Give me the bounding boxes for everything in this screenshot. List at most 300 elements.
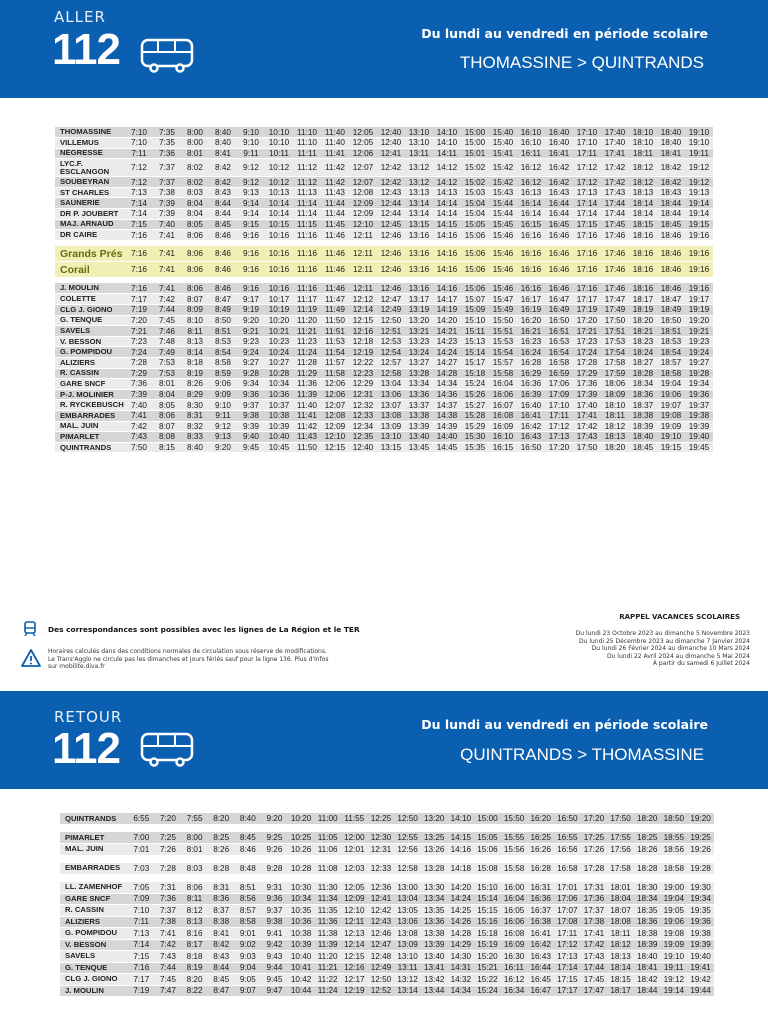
departure-time: 12:25: [368, 813, 395, 825]
departure-time: 14:16: [448, 844, 475, 856]
departure-time: 15:44: [489, 209, 517, 220]
departure-time: 14:32: [448, 974, 475, 986]
table-row: [60, 962, 714, 974]
departure-time: 7:12: [125, 159, 153, 177]
departure-time: 12:08: [321, 410, 349, 421]
departure-time: 18:44: [634, 985, 661, 997]
departure-time: 13:04: [377, 379, 405, 390]
departure-time: 9:37: [261, 905, 288, 917]
departure-time: 10:35: [288, 905, 315, 917]
departure-time: 13:30: [421, 882, 448, 894]
departure-time: 8:49: [209, 305, 237, 316]
departure-time: 9:10: [209, 400, 237, 411]
departure-time: 9:14: [237, 198, 265, 209]
departure-time: 8:40: [209, 127, 237, 138]
departure-time: 19:40: [685, 432, 713, 443]
departure-time: 9:09: [209, 389, 237, 400]
departure-time: 10:21: [265, 326, 293, 337]
departure-time: 15:55: [501, 832, 528, 844]
departure-time: 19:07: [657, 400, 685, 411]
departure-time: 19:39: [685, 421, 713, 432]
departure-time: 18:09: [601, 389, 629, 400]
departure-time: 18:15: [629, 219, 657, 230]
departure-time: 11:24: [314, 985, 341, 997]
stop-name: Corail: [55, 262, 125, 278]
departure-time: 8:08: [153, 432, 181, 443]
table-row: [60, 844, 714, 856]
departure-time: 17:53: [601, 336, 629, 347]
departure-time: 13:16: [405, 262, 433, 278]
departure-time: 13:14: [394, 985, 421, 997]
departure-time: 12:09: [349, 198, 377, 209]
stop-name: MAJ. ARNAUD: [55, 219, 125, 230]
stop-name: ALIZIERS: [55, 358, 125, 369]
departure-time: 12:12: [349, 294, 377, 305]
departure-time: 8:42: [208, 939, 235, 951]
direction-label: ALLER: [54, 8, 106, 26]
departure-time: 9:16: [237, 230, 265, 241]
departure-time: 7:23: [125, 336, 153, 347]
departure-time: 15:14: [461, 347, 489, 358]
departure-time: 14:27: [433, 358, 461, 369]
stop-name: J. MOULIN: [60, 985, 128, 997]
departure-time: 10:16: [265, 262, 293, 278]
departure-time: 10:38: [288, 928, 315, 940]
departure-time: 19:19: [685, 305, 713, 316]
departure-time: 15:02: [461, 177, 489, 188]
departure-time: 7:45: [155, 974, 182, 986]
departure-time: 15:09: [461, 305, 489, 316]
departure-time: 18:21: [629, 326, 657, 337]
departure-time: 19:36: [687, 916, 714, 928]
departure-time: 12:44: [377, 209, 405, 220]
departure-time: 14:19: [433, 305, 461, 316]
departure-time: 17:28: [573, 358, 601, 369]
departure-time: 14:30: [448, 951, 475, 963]
aller-timetable: [55, 127, 713, 453]
departure-time: 17:50: [601, 315, 629, 326]
departure-time: 8:13: [181, 336, 209, 347]
departure-time: 8:01: [153, 379, 181, 390]
departure-time: 8:46: [209, 283, 237, 294]
stop-name: SAVELS: [60, 951, 128, 963]
departure-time: 11:11: [293, 148, 321, 159]
departure-time: 17:10: [573, 127, 601, 138]
departure-time: 11:53: [321, 336, 349, 347]
departure-time: 11:41: [321, 148, 349, 159]
departure-time: 9:45: [261, 974, 288, 986]
departure-time: 11:42: [321, 159, 349, 177]
stop-name: GARE SNCF: [60, 893, 128, 905]
departure-time: 15:06: [474, 844, 501, 856]
departure-time: 18:34: [634, 893, 661, 905]
departure-time: 14:13: [433, 187, 461, 198]
departure-time: 8:04: [181, 198, 209, 209]
departure-time: 15:06: [461, 283, 489, 294]
departure-time: 19:35: [687, 905, 714, 917]
departure-time: 10:39: [265, 421, 293, 432]
departure-time: 18:50: [657, 315, 685, 326]
departure-time: 11:24: [293, 347, 321, 358]
departure-time: 11:12: [293, 177, 321, 188]
departure-time: 12:42: [377, 177, 405, 188]
departure-time: 8:54: [209, 347, 237, 358]
departure-time: 11:22: [314, 974, 341, 986]
departure-time: 15:04: [461, 209, 489, 220]
departure-time: 19:30: [687, 882, 714, 894]
departure-time: 19:10: [685, 138, 713, 149]
departure-time: 16:55: [554, 832, 581, 844]
departure-time: 7:15: [128, 951, 155, 963]
departure-time: 12:07: [349, 159, 377, 177]
departure-time: 16:46: [545, 230, 573, 241]
departure-time: 8:16: [181, 928, 208, 940]
departure-time: 12:42: [368, 905, 395, 917]
departure-time: 13:19: [405, 305, 433, 316]
departure-time: 19:28: [687, 863, 714, 875]
stop-name: QUINTRANDS: [60, 813, 128, 825]
departure-time: 13:09: [394, 939, 421, 951]
departure-time: 17:41: [581, 928, 608, 940]
departure-time: 18:23: [629, 336, 657, 347]
departure-time: 13:39: [421, 939, 448, 951]
departure-time: 18:10: [601, 400, 629, 411]
departure-time: 17:47: [581, 985, 608, 997]
departure-time: 17:29: [573, 368, 601, 379]
departure-time: 13:06: [394, 916, 421, 928]
departure-time: 18:17: [629, 294, 657, 305]
departure-time: 17:40: [601, 127, 629, 138]
departure-time: 12:46: [377, 262, 405, 278]
departure-time: 12:31: [368, 844, 395, 856]
departure-time: 16:10: [517, 127, 545, 138]
departure-time: 7:19: [128, 985, 155, 997]
departure-time: 13:09: [377, 421, 405, 432]
departure-time: 11:40: [321, 127, 349, 138]
departure-time: 8:30: [181, 400, 209, 411]
departure-time: 15:00: [461, 138, 489, 149]
departure-time: 11:50: [321, 315, 349, 326]
departure-time: 12:09: [341, 893, 368, 905]
departure-time: 17:41: [601, 148, 629, 159]
departure-time: 17:54: [601, 347, 629, 358]
departure-time: 12:11: [349, 246, 377, 262]
departure-time: 15:27: [461, 400, 489, 411]
departure-time: 18:39: [634, 939, 661, 951]
departure-time: 14:39: [433, 421, 461, 432]
departure-time: 8:45: [208, 974, 235, 986]
departure-time: 11:14: [293, 198, 321, 209]
departure-time: 8:41: [209, 148, 237, 159]
departure-time: 14:14: [433, 198, 461, 209]
departure-time: 11:43: [321, 187, 349, 198]
departure-time: 12:32: [349, 400, 377, 411]
departure-time: 18:38: [629, 410, 657, 421]
departure-time: 11:40: [293, 400, 321, 411]
departure-time: 14:16: [433, 262, 461, 278]
departure-time: 8:51: [235, 882, 262, 894]
departure-time: 19:38: [687, 928, 714, 940]
departure-time: 14:16: [433, 283, 461, 294]
departure-time: 13:00: [394, 882, 421, 894]
departure-time: 7:39: [153, 209, 181, 220]
departure-time: 19:34: [687, 893, 714, 905]
departure-time: 10:40: [288, 951, 315, 963]
table-row: [55, 442, 713, 453]
departure-time: 11:50: [293, 442, 321, 453]
departure-time: 17:16: [573, 230, 601, 241]
departure-time: 11:13: [293, 187, 321, 198]
stop-name: R. CASSIN: [55, 368, 125, 379]
departure-time: 8:44: [209, 198, 237, 209]
departure-time: 17:44: [581, 962, 608, 974]
departure-time: 8:06: [181, 230, 209, 241]
table-row: [60, 832, 714, 844]
departure-time: 19:12: [685, 177, 713, 188]
departure-time: 13:34: [405, 379, 433, 390]
departure-time: 18:41: [634, 962, 661, 974]
departure-time: 7:50: [125, 442, 153, 453]
departure-time: 15:07: [461, 294, 489, 305]
departure-time: 17:49: [601, 305, 629, 316]
departure-time: 15:42: [489, 177, 517, 188]
departure-time: 18:30: [634, 882, 661, 894]
warning-line: Le Trans'Agglo ne circule pas les dimanches et jours fériés sauf pour la ligne 136. Plus d'infos: [48, 655, 329, 663]
departure-time: 16:40: [517, 400, 545, 411]
departure-time: 13:20: [405, 315, 433, 326]
stop-name: G. POMPIDOU: [60, 928, 128, 940]
departure-time: 19:28: [685, 368, 713, 379]
departure-time: 8:45: [235, 832, 262, 844]
departure-time: 13:14: [405, 198, 433, 209]
departure-time: 11:15: [293, 219, 321, 230]
departure-time: 14:15: [448, 832, 475, 844]
departure-time: 16:45: [545, 219, 573, 230]
departure-time: 7:16: [125, 283, 153, 294]
departure-time: 16:43: [517, 432, 545, 443]
departure-time: 10:10: [265, 127, 293, 138]
departure-time: 8:26: [181, 379, 209, 390]
departure-time: 16:56: [554, 844, 581, 856]
table-row: [55, 246, 713, 262]
departure-time: 17:31: [581, 882, 608, 894]
connection-icon: [22, 620, 40, 642]
departure-time: 12:41: [377, 148, 405, 159]
departure-time: 10:25: [288, 832, 315, 844]
departure-time: 17:46: [601, 262, 629, 278]
departure-time: 14:20: [433, 315, 461, 326]
retour-timetable: [60, 813, 714, 997]
departure-time: 7:14: [125, 198, 153, 209]
departure-time: 12:46: [368, 928, 395, 940]
departure-time: 18:39: [629, 421, 657, 432]
departure-time: 17:46: [601, 283, 629, 294]
departure-time: 8:59: [209, 368, 237, 379]
departure-time: 8:58: [209, 358, 237, 369]
departure-time: 18:46: [657, 262, 685, 278]
departure-time: 16:11: [517, 148, 545, 159]
departure-time: 11:36: [293, 379, 321, 390]
departure-time: 7:53: [153, 368, 181, 379]
departure-time: 15:05: [474, 832, 501, 844]
departure-time: 7:40: [153, 219, 181, 230]
departure-time: 12:43: [368, 916, 395, 928]
departure-time: 18:20: [629, 315, 657, 326]
departure-time: 15:17: [461, 358, 489, 369]
departure-time: 12:13: [341, 928, 368, 940]
departure-time: 7:35: [153, 138, 181, 149]
departure-time: 16:42: [545, 177, 573, 188]
departure-time: 15:24: [474, 985, 501, 997]
departure-time: 14:17: [433, 294, 461, 305]
departure-time: 16:11: [501, 962, 528, 974]
departure-time: 9:13: [209, 432, 237, 443]
holiday-item: À partir du samedi 6 Juillet 2024: [652, 660, 750, 668]
period-label: Du lundi au vendredi en période scolaire: [421, 26, 708, 41]
departure-time: 12:58: [394, 863, 421, 875]
departure-time: 12:14: [341, 939, 368, 951]
departure-time: 19:34: [685, 379, 713, 390]
table-row: [55, 219, 713, 230]
departure-time: 9:36: [261, 893, 288, 905]
departure-time: 13:45: [405, 442, 433, 453]
departure-time: 10:11: [265, 148, 293, 159]
departure-time: 13:17: [405, 294, 433, 305]
departure-time: 18:37: [629, 400, 657, 411]
departure-time: 8:15: [153, 442, 181, 453]
departure-time: 13:13: [405, 187, 433, 198]
departure-time: 17:28: [581, 863, 608, 875]
departure-time: 12:43: [377, 187, 405, 198]
table-row: [55, 262, 713, 278]
departure-time: 17:25: [581, 832, 608, 844]
departure-time: 7:43: [155, 951, 182, 963]
departure-time: 19:04: [657, 379, 685, 390]
departure-time: 12:35: [349, 432, 377, 443]
warning-note: [48, 648, 328, 671]
departure-time: 16:47: [545, 294, 573, 305]
departure-time: 12:50: [377, 315, 405, 326]
departure-time: 17:36: [581, 893, 608, 905]
departure-time: 12:11: [341, 916, 368, 928]
departure-time: 16:40: [545, 127, 573, 138]
departure-time: 16:04: [501, 893, 528, 905]
departure-time: 11:16: [293, 262, 321, 278]
departure-time: 12:57: [377, 358, 405, 369]
departure-time: 12:15: [349, 315, 377, 326]
departure-time: 16:25: [527, 832, 554, 844]
departure-time: 8:26: [208, 844, 235, 856]
departure-time: 8:47: [209, 294, 237, 305]
departure-time: 9:10: [237, 127, 265, 138]
departure-time: 16:13: [517, 187, 545, 198]
departure-time: 18:43: [657, 187, 685, 198]
departure-time: 17:58: [607, 863, 634, 875]
departure-time: 8:06: [181, 882, 208, 894]
departure-time: 9:45: [237, 442, 265, 453]
departure-time: 8:43: [208, 951, 235, 963]
departure-time: 17:24: [573, 347, 601, 358]
departure-time: 7:55: [181, 813, 208, 825]
departure-time: 16:23: [517, 336, 545, 347]
departure-time: 8:53: [209, 336, 237, 347]
departure-time: 8:46: [235, 844, 262, 856]
departure-time: 9:19: [237, 305, 265, 316]
departure-time: 17:50: [573, 442, 601, 453]
stop-name: SOUBEYRAN: [55, 177, 125, 188]
departure-time: 13:10: [405, 138, 433, 149]
departure-time: 18:19: [629, 305, 657, 316]
departure-time: 18:46: [657, 230, 685, 241]
departure-time: 7:24: [125, 347, 153, 358]
departure-time: 18:13: [601, 432, 629, 443]
departure-time: 6:55: [128, 813, 155, 825]
departure-time: 9:13: [237, 187, 265, 198]
departure-time: 12:17: [341, 974, 368, 986]
departure-time: 15:40: [489, 138, 517, 149]
departure-time: 8:25: [208, 832, 235, 844]
departure-time: 18:25: [634, 832, 661, 844]
departure-time: 17:42: [601, 159, 629, 177]
departure-time: 15:14: [474, 893, 501, 905]
stop-name: ST CHARLES: [55, 187, 125, 198]
departure-time: 17:42: [573, 421, 601, 432]
departure-time: 16:30: [501, 951, 528, 963]
departure-time: 13:41: [421, 962, 448, 974]
departure-time: 7:37: [153, 159, 181, 177]
departure-time: 7:43: [125, 432, 153, 443]
departure-time: 12:16: [349, 326, 377, 337]
departure-time: 16:12: [517, 159, 545, 177]
departure-time: 10:34: [288, 893, 315, 905]
departure-time: 18:13: [607, 951, 634, 963]
departure-time: 7:10: [125, 138, 153, 149]
departure-time: 9:26: [261, 844, 288, 856]
departure-time: 10:28: [265, 368, 293, 379]
departure-time: 16:50: [554, 813, 581, 825]
departure-time: 16:41: [517, 410, 545, 421]
departure-time: 18:16: [629, 230, 657, 241]
departure-time: 17:38: [581, 916, 608, 928]
departure-time: 13:11: [394, 962, 421, 974]
table-row: [55, 315, 713, 326]
departure-time: 8:05: [153, 400, 181, 411]
departure-time: 12:46: [377, 246, 405, 262]
departure-time: 7:44: [155, 962, 182, 974]
departure-time: 9:20: [261, 813, 288, 825]
departure-time: 11:44: [321, 198, 349, 209]
departure-time: 10:30: [288, 882, 315, 894]
departure-time: 8:11: [181, 893, 208, 905]
departure-time: 11:20: [293, 315, 321, 326]
departure-time: 19:06: [657, 389, 685, 400]
departure-time: 16:41: [527, 928, 554, 940]
departure-time: 7:15: [125, 219, 153, 230]
table-row: [60, 974, 714, 986]
departure-time: 7:16: [125, 262, 153, 278]
departure-time: 9:20: [237, 315, 265, 326]
stop-name: NÉGRESSE: [55, 148, 125, 159]
departure-time: 14:34: [433, 379, 461, 390]
departure-time: 8:41: [208, 928, 235, 940]
departure-time: 13:27: [405, 358, 433, 369]
departure-time: 11:44: [321, 209, 349, 220]
stop-name: J. MOULIN: [55, 283, 125, 294]
departure-time: 11:39: [314, 939, 341, 951]
departure-time: 12:51: [377, 326, 405, 337]
departure-time: 14:10: [433, 138, 461, 149]
departure-time: 17:12: [554, 939, 581, 951]
